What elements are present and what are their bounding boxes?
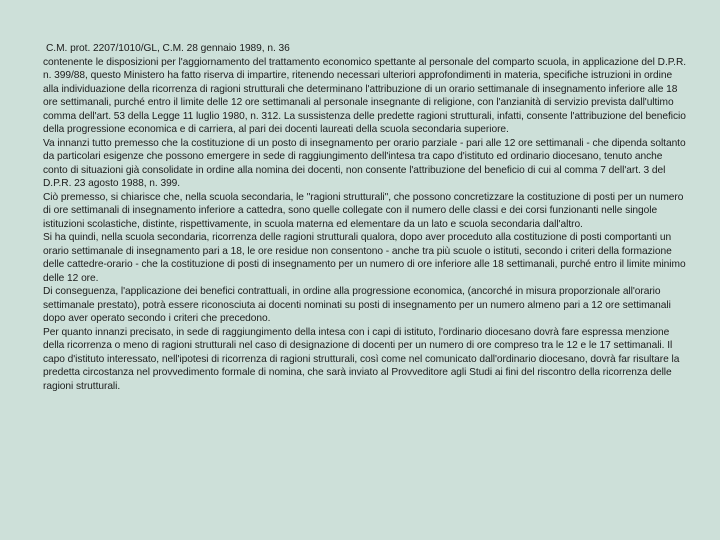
paragraph-premise: Va innanzi tutto premesso che la costituzione di un posto di insegnamento per orario parziale - pari alle 12 ore settimanali - che dipenda soltanto da particolari esigenze che possono emergere in sede di raggiungimento dell'intesa tra capo d'istituto ed ordinario diocesano, tenuto anche conto di situazioni già consolidate in ordine alla nomina dei docenti, non consente l'attribuzione del beneficio di cui al comma 7 dell'art. 3 del D.P.R. 23 agosto 1988, n. 399. [43, 137, 686, 189]
paragraph-procedure: Per quanto innanzi precisato, in sede di raggiungimento della intesa con i capi di istituto, l'ordinario diocesano dovrà fare espressa menzione della ricorrenza o meno di ragioni strutturali nel caso di designazione di docenti per un numero di ore compreso tra le 12 e le 17 settimanali. Il capo d'istituto interessato, nell'ipotesi di ricorrenza di ragioni strutturali, così come nel comunicato dall'ordinario diocesano, dovrà far risultare la predetta circostanza nel provvedimento formale di nomina, che sarà inviato al Provveditore agli Studi ai fini del riscontro della ricorrenza delle ragioni strutturali. [43, 326, 680, 392]
document-title: C.M. prot. 2207/1010/GL, C.M. 28 gennaio 1989, n. 36 [46, 43, 290, 54]
paragraph-consequences: Di conseguenza, l'applicazione dei benefici contrattuali, in ordine alla progressione economica, (ancorché in misura proporzionale all'orario settimanale prestato), potrà essere riconosciuta ai docenti nominati su posti di insegnamento per un numero almeno pari a 12 ore settimanali dopo aver operato secondo i criteri che precedono. [43, 286, 671, 324]
document-body [43, 42, 688, 393]
paragraph-secondary-school: Si ha quindi, nella scuola secondaria, ricorrenza delle ragioni strutturali qualora, dopo aver proceduto alla costituzione di posti comportanti un orario settimanale di insegnamento pari a 18, le ore residue non consentono - anche tra più scuole o istituti, secondo i criteri della formazione delle cattedre-orario - che la costituzione di posti di insegnamento per un numero di ore inferiore alle 18 settimanali, purché entro il limite minimo delle 12 ore. [43, 232, 686, 284]
paragraph-structural-reasons: Ciò premesso, si chiarisce che, nella scuola secondaria, le "ragioni strutturali", che possono concretizzare la costituzione di posti per un numero di ore settimanali di insegnamento inferiore a cattedra, sono quelle collegate con il numero delle classi e dei corsi funzionanti nelle singole istituzioni scolastiche, distinte, rispettivamente, in scuola materna ed elementare da un lato e scuola secondaria dall'altro. [43, 191, 684, 230]
paragraph-intro: contenente le disposizioni per l'aggiornamento del trattamento economico spettante al personale del comparto scuola, in applicazione del D.P.R. n. 399/88, questo Ministero ha fatto riserva di impartire, ritenendo necessari ulteriori approfondimenti in materia, specifiche istruzioni in ordine alla individuazione della ricorrenza di ragioni strutturali che determinano l'attribuzione di un orario settimanale di insegnamento inferiore alle 18 ore settimanali, purché entro il limite delle 12 ore settimanali al personale insegnante di religione, con l'anzianità di servizio prevista dall'ultimo comma dell'art. 53 della Legge 11 luglio 1980, n. 312. La sussistenza delle predette ragioni strutturali, infatti, consente l'attribuzione del beneficio della progressione economica e di carriera, al pari dei docenti laureati della scuola secondaria superiore. [43, 56, 687, 135]
